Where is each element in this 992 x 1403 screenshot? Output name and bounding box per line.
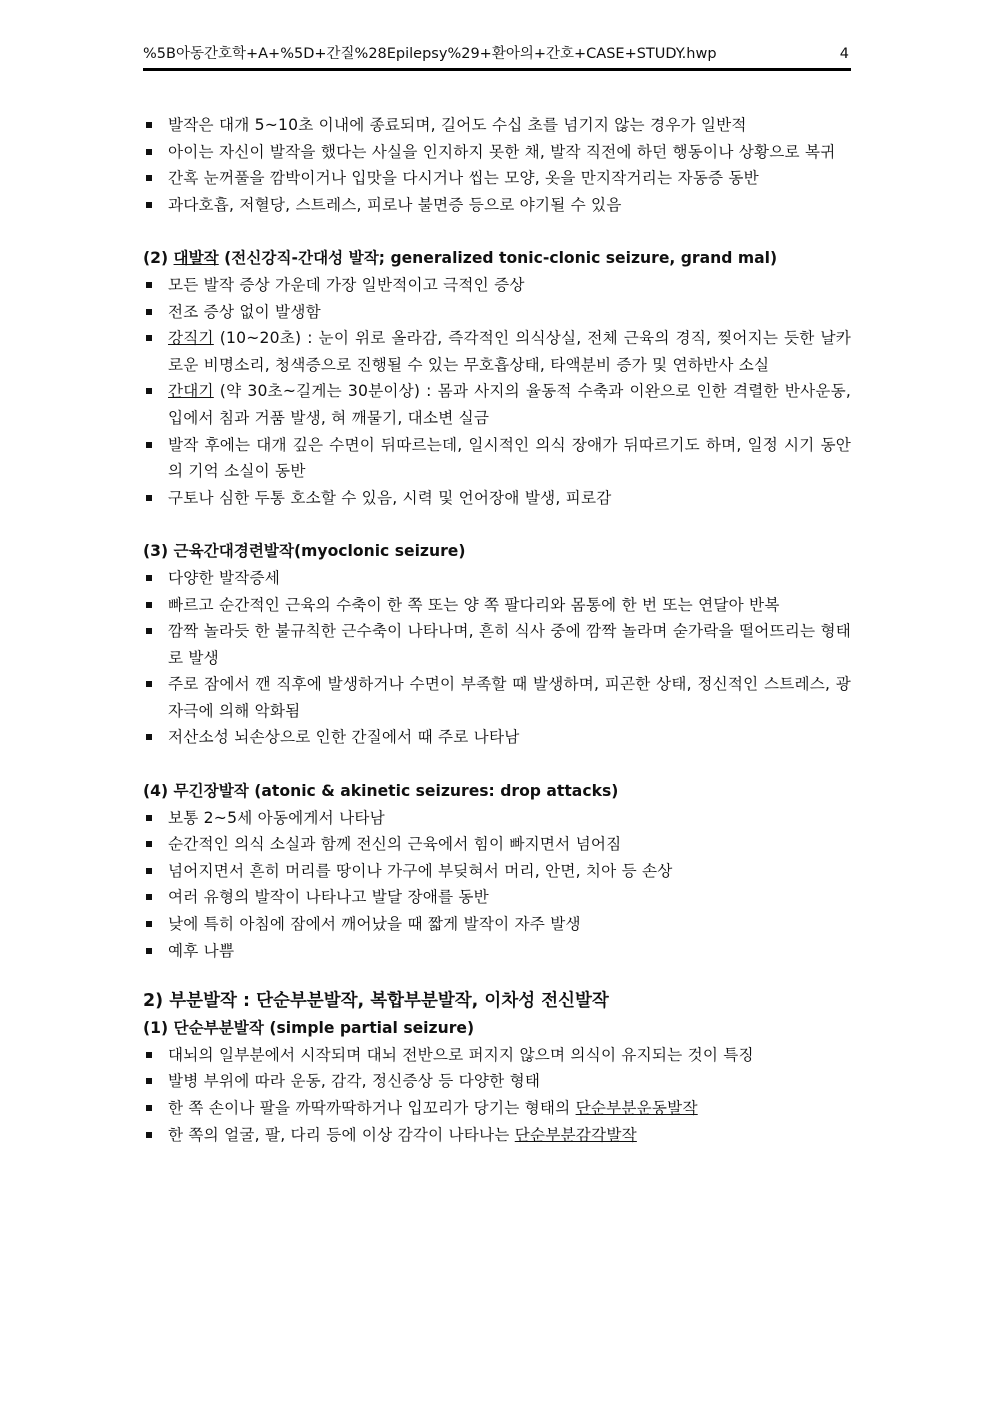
list-item: 빠르고 순간적인 근육의 수축이 한 쪽 또는 양 쪽 팔다리와 몸통에 한 번 또는 연달아 반복: [143, 592, 851, 619]
subsection-heading-simple-partial: (1) 단순부분발작 (simple partial seizure): [143, 1019, 475, 1038]
list-item: 저산소성 뇌손상으로 인한 간질에서 때 주로 나타남: [143, 724, 851, 751]
sensory-description: 한 쪽의 얼굴, 팔, 다리 등에 이상 감각이 나타나는: [168, 1125, 515, 1144]
list-item: 발병 부위에 따라 운동, 감각, 정신증상 등 다양한 형태: [143, 1068, 851, 1095]
list-item: 다양한 발작증세: [143, 565, 851, 592]
list-item: 순간적인 의식 소실과 함께 전신의 근육에서 힘이 빠지면서 넘어짐: [143, 831, 851, 858]
tonic-description: (10~20초) : 눈이 위로 올라감, 즉각적인 의식상실, 전체 근육의 경직, 찢어지는 듯한 날카로운 비명소리, 청색증으로 진행될 수 있는 무호흡상태, 타액분비 증가 및 연하반사 소실: [168, 329, 851, 374]
myoclonic-list: [143, 565, 851, 751]
list-item: 예후 나쁨: [143, 938, 851, 965]
heading-rest: (전신강직-간대성 발작; generalized tonic-clonic seizure, grand mal): [218, 249, 778, 268]
clonic-description: (약 30초~길게는 30분이상) : 몸과 사지의 율동적 수축과 이완으로 인한 격렬한 반사운동, 입에서 침과 거품 발생, 혀 깨물기, 대소변 실금: [168, 382, 851, 427]
list-item: 보통 2~5세 아동에게서 나타남: [143, 805, 851, 832]
list-item: 여러 유형의 발작이 나타나고 발달 장애를 동반: [143, 884, 851, 911]
header-filename: %5B아동간호학+A+%5D+간질%28Epilepsy%29+환아의+간호+CASE+STUDY.hwp: [143, 46, 717, 62]
list-item: 발작 후에는 대개 깊은 수면이 뒤따르는데, 일시적인 의식 장애가 뒤따르기도 하며, 일정 시기 동안의 기억 소실이 동반: [143, 432, 851, 485]
term-motor: 단순부분운동발작: [575, 1099, 698, 1117]
page-number: 4: [839, 46, 849, 62]
list-item: 넘어지면서 흔히 머리를 땅이나 가구에 부딪혀서 머리, 안면, 치아 등 손상: [143, 858, 851, 885]
list-item: 발작은 대개 5~10초 이내에 종료되며, 길어도 수십 초를 넘기지 않는 경우가 일반적: [143, 112, 851, 139]
section-heading-partial: 2) 부분발작 : 단순부분발작, 복합부분발작, 이차성 전신발작: [143, 991, 609, 1012]
list-item-sensory: [143, 1122, 851, 1149]
heading-term: 대발작: [173, 249, 219, 268]
list-item-clonic: [143, 378, 851, 431]
grand-mal-list: [143, 272, 851, 511]
list-item-motor: [143, 1095, 851, 1122]
list-item: 대뇌의 일부분에서 시작되며 대뇌 전반으로 퍼지지 않으며 의식이 유지되는 것이 특징: [143, 1042, 851, 1069]
term-clonic: 간대기: [168, 382, 214, 401]
list-item: 아이는 자신이 발작을 했다는 사실을 인지하지 못한 채, 발작 직전에 하던 행동이나 상황으로 복귀: [143, 139, 851, 166]
term-tonic: 강직기: [168, 329, 214, 348]
motor-description: 한 쪽 손이나 팔을 까딱까딱하거나 입꼬리가 당기는 형태의: [168, 1099, 576, 1117]
list-item-tonic: [143, 325, 851, 378]
list-item: 전조 증상 없이 발생함: [143, 299, 851, 326]
page-header: [143, 44, 851, 71]
intro-list: [143, 112, 851, 218]
term-sensory: 단순부분감각발작: [514, 1125, 637, 1144]
list-item: 구토나 심한 두통 호소할 수 있음, 시력 및 언어장애 발생, 피로감: [143, 485, 851, 512]
section-heading-myoclonic: (3) 근육간대경련발작(myoclonic seizure): [143, 542, 466, 561]
list-item: 간혹 눈꺼풀을 깜박이거나 입맛을 다시거나 씹는 모양, 옷을 만지작거리는 자동증 동반: [143, 165, 851, 192]
list-item: 깜짝 놀라듯 한 불규칙한 근수축이 나타나며, 흔히 식사 중에 깜짝 놀라며 숟가락을 떨어뜨리는 형태로 발생: [143, 618, 851, 671]
list-item: 모든 발작 증상 가운데 가장 일반적이고 극적인 증상: [143, 272, 851, 299]
list-item: 낮에 특히 아침에 잠에서 깨어났을 때 짧게 발작이 자주 발생: [143, 911, 851, 938]
document-body: [143, 112, 851, 1148]
section-heading-grand-mal: [143, 245, 851, 272]
section-heading-atonic: (4) 무긴장발작 (atonic & akinetic seizures: drop attacks): [143, 782, 619, 801]
simple-partial-list: [143, 1042, 851, 1148]
list-item: 주로 잠에서 깬 직후에 발생하거나 수면이 부족할 때 발생하며, 피곤한 상태, 정신적인 스트레스, 광자극에 의해 악화됨: [143, 671, 851, 724]
list-item: 과다호흡, 저혈당, 스트레스, 피로나 불면증 등으로 야기될 수 있음: [143, 192, 851, 219]
atonic-list: [143, 805, 851, 965]
heading-number: (2): [143, 249, 174, 268]
